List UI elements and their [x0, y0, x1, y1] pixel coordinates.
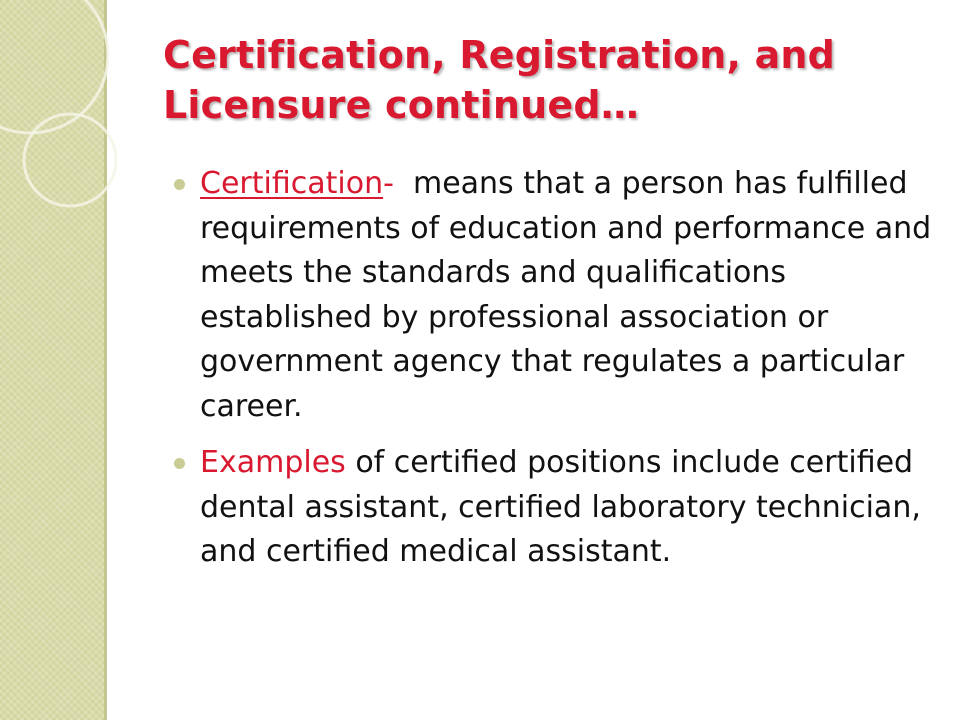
bullet-term-certification: Certification: [200, 166, 384, 201]
bullet-term-examples: Examples: [200, 445, 346, 480]
bullet-icon: [174, 179, 185, 190]
bullet-text-certification: means that a person has fulfilled requirements of education and performance and meets the standards and qualifications established by professional association or government agency that regulates a particular career.: [200, 166, 941, 424]
bullet-item-examples: [174, 441, 944, 575]
slide-title: Certification, Registration, and Licensure continued…: [163, 33, 836, 127]
decorative-rings: [0, 0, 160, 260]
bullet-icon: [174, 458, 185, 469]
bullet-list: [174, 162, 944, 587]
decorative-ring-large: [0, 0, 108, 133]
bullet-item-certification: [174, 162, 944, 429]
bullet-term-separator: -: [383, 166, 394, 201]
decorative-ring-small: [24, 114, 116, 206]
bullet-text-examples: of certified positions include certified dental assistant, certified laboratory technician, and certified medical assistant.: [200, 445, 921, 569]
